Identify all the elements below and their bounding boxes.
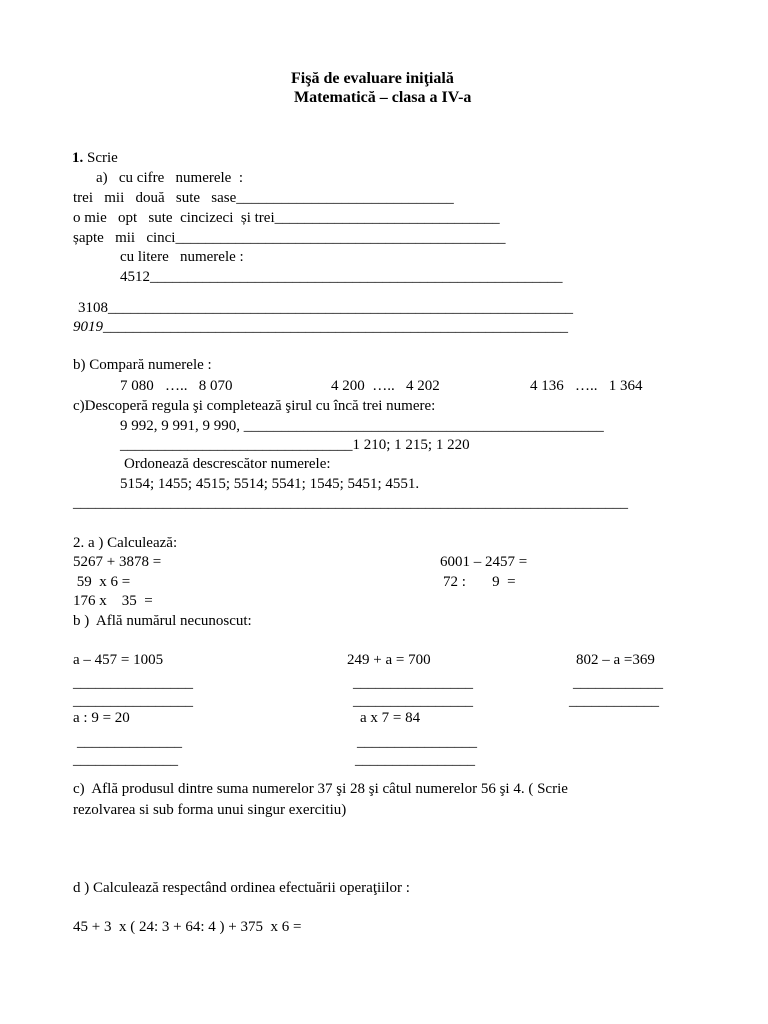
sequence-2: _______________________________1 210; 1 215; 1 220 <box>120 437 470 453</box>
compare-pair-3: 4 136 ….. 1 364 <box>530 378 643 394</box>
calc-left-2: 59 x 6 = <box>73 574 131 590</box>
exercise-1a-line-1: trei mii două sute sase_____________________________ <box>73 190 454 206</box>
exercise-1a-line-3: șapte mii cinci____________________________________________ <box>73 230 506 246</box>
calc-left-1: 5267 + 3878 = <box>73 554 162 570</box>
calc-right-2: 72 : 9 = <box>443 574 516 590</box>
calc-left-3: 176 x 35 = <box>73 593 153 609</box>
document-subtitle: Matematică – clasa a IV-a <box>294 89 472 106</box>
exercise-2d-expression: 45 + 3 x ( 24: 3 + 64: 4 ) + 375 x 6 = <box>73 919 302 935</box>
exercise-1-letters-label: cu litere numerele : <box>120 249 244 265</box>
exercise-1-heading <box>72 149 118 167</box>
order-answer-line: __________________________________________________________________________ <box>73 495 628 511</box>
answer-blank: ________________ <box>73 675 193 691</box>
exercise-1-letters-line-3: 9019______________________________________________________________ <box>73 319 568 335</box>
exercise-1-label: Scrie <box>83 150 118 166</box>
answer-blank: ________________ <box>357 734 477 750</box>
exercise-2c-line-1: c) Află produsul dintre suma numerelor 37 şi 28 şi câtul numerelor 56 şi 4. ( Scrie <box>73 781 568 797</box>
equation-4: a : 9 = 20 <box>73 710 130 726</box>
document-title: Fişă de evaluare iniţială <box>291 70 454 87</box>
exercise-1a-line-2: o mie opt sute cincizeci și trei______________________________ <box>73 210 500 226</box>
exercise-2d-label: d ) Calculează respectând ordinea efectuării operaţiilor : <box>73 880 410 896</box>
answer-blank: ______________ <box>77 734 182 750</box>
exercise-1c-label: c)Descoperă regula şi completează şirul cu încă trei numere: <box>73 398 436 414</box>
equation-5: a x 7 = 84 <box>360 710 421 726</box>
exercise-2c-line-2: rezolvarea si sub forma unui singur exercitiu) <box>73 802 347 818</box>
answer-blank: ________________ <box>73 693 193 709</box>
calc-right-1: 6001 – 2457 = <box>440 554 528 570</box>
exercise-1-number: 1. <box>72 150 84 166</box>
exercise-1-letters-line-1: 4512_______________________________________________________ <box>120 269 563 285</box>
exercise-1a-label: a) cu cifre numerele : <box>96 170 244 186</box>
exercise-2a-label: 2. a ) Calculează: <box>73 535 178 551</box>
equation-3: 802 – a =369 <box>576 652 655 668</box>
answer-blank: ____________ <box>573 675 663 691</box>
exercise-2b-label: b ) Află numărul necunoscut: <box>73 613 252 629</box>
answer-blank: ____________ <box>569 693 659 709</box>
answer-blank: ________________ <box>353 693 473 709</box>
sequence-1: 9 992, 9 991, 9 990, ________________________________________________ <box>120 418 604 434</box>
exercise-1b-label: b) Compară numerele : <box>73 357 212 373</box>
compare-pair-2: 4 200 ….. 4 202 <box>331 378 440 394</box>
answer-blank: ________________ <box>355 752 475 768</box>
equation-1: a – 457 = 1005 <box>73 652 164 668</box>
equation-2: 249 + a = 700 <box>347 652 431 668</box>
order-numbers: 5154; 1455; 4515; 5514; 5541; 1545; 5451; 4551. <box>120 476 420 492</box>
answer-blank: ________________ <box>353 675 473 691</box>
exercise-1-letters-line-2: 3108______________________________________________________________ <box>78 300 573 316</box>
answer-blank: ______________ <box>73 752 178 768</box>
compare-pair-1: 7 080 ….. 8 070 <box>120 378 233 394</box>
order-label: Ordonează descrescător numerele: <box>124 456 331 472</box>
